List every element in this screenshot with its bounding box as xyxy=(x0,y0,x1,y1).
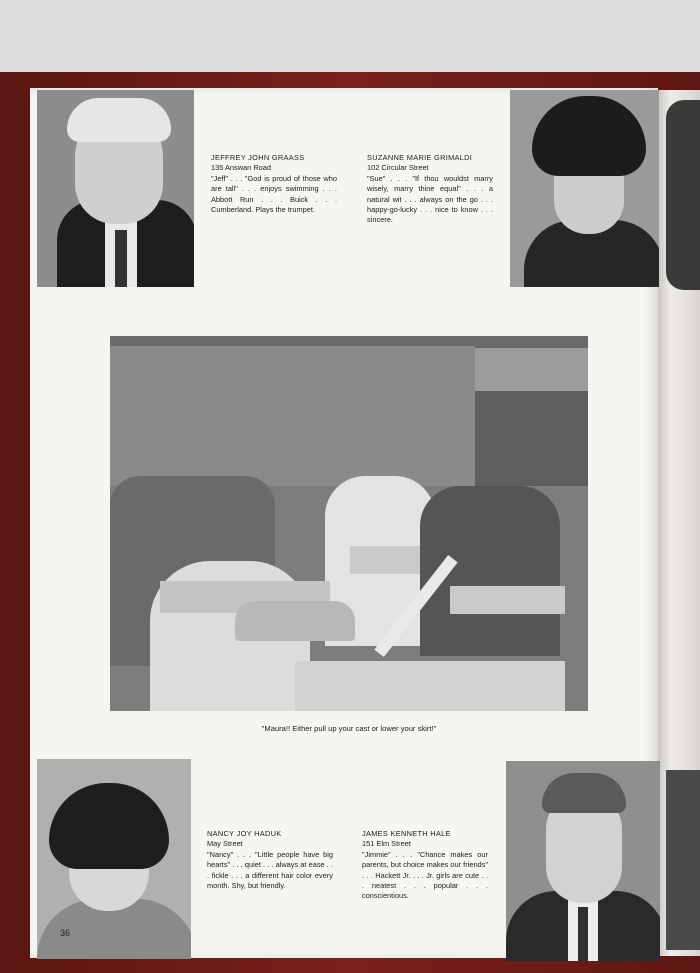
student-bio-nancy xyxy=(207,829,333,891)
student-bio-text: "Sue" . . . "If thou wouldst marry wisely, marry thine equal" . . . a natural wit . . . always on the go . . . happy-go-lucky . . . nice to know . . . sincere. xyxy=(367,173,493,225)
student-bio-suzanne xyxy=(367,153,493,226)
student-name: JAMES KENNETH HALE xyxy=(362,829,451,838)
student-bio-text: "Jimmie" . . . "Chance makes our parents, but choice makes our friends" . . . Hackett Jr. . . . Jr. girls are cute . . . neatest . . . popular . . . conscientious. xyxy=(362,849,488,901)
student-bio-text: "Nancy" . . . "Little people have big hearts" . . . quiet . . . always at ease . . . fickle . . . a different hair color every month. Shy, but friendly. xyxy=(207,849,333,891)
next-page-photo-fragment xyxy=(666,770,700,950)
portrait-photo-suzanne xyxy=(510,90,659,287)
student-bio-james xyxy=(362,829,488,902)
portrait-photo-james xyxy=(506,761,660,961)
student-address: May Street xyxy=(207,839,243,849)
student-name: SUZANNE MARIE GRIMALDI xyxy=(367,153,473,162)
student-bio-jeffrey xyxy=(211,153,337,215)
student-address: 135 Answan Road xyxy=(211,163,271,173)
page-number: 36 xyxy=(60,928,71,938)
photo-caption: "Maura!! Either pull up your cast or lower your skirt!" xyxy=(261,724,437,733)
student-bio-text: "Jeff" . . . "God is proud of those who are tall" . . . enjoys swimming . . . Abbott Run . . . Buick . . . Cumberland. Plays the trumpet. xyxy=(211,173,337,215)
classroom-candid-photo xyxy=(110,336,588,711)
next-page-photo-fragment xyxy=(666,100,700,290)
student-name: NANCY JOY HADUK xyxy=(207,829,282,838)
student-name: JEFFREY JOHN GRAASS xyxy=(211,153,305,162)
student-address: 151 Elm Street xyxy=(362,839,411,849)
background-top xyxy=(0,0,700,78)
student-address: 102 Circular Street xyxy=(367,163,429,173)
portrait-photo-jeffrey xyxy=(37,90,194,287)
